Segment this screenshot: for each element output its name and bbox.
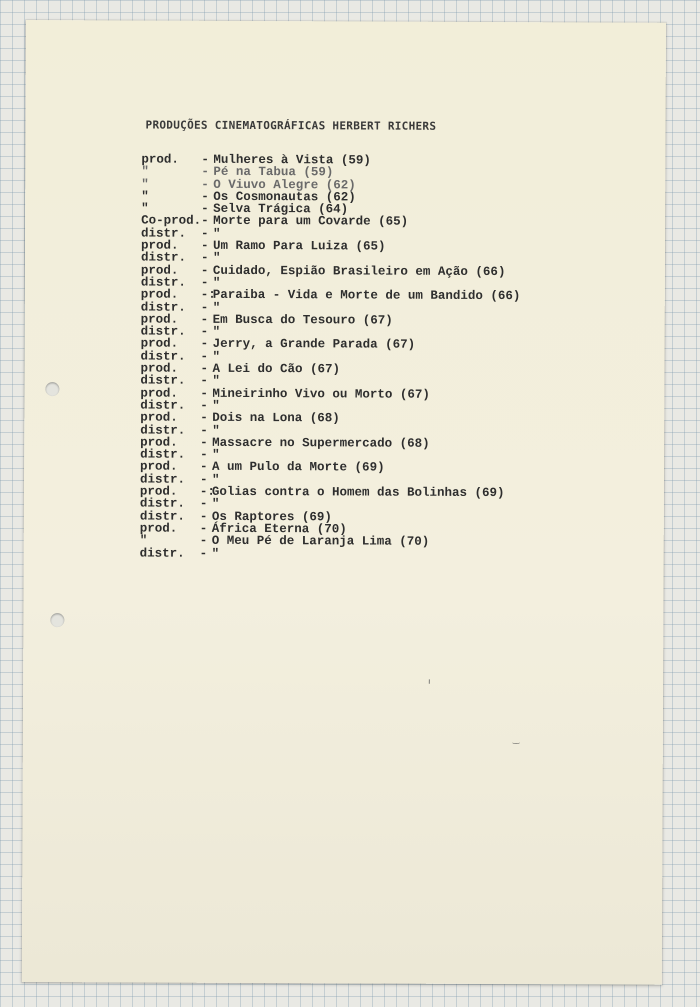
credit-type-label: " bbox=[141, 164, 149, 179]
separator-dash: - bbox=[200, 337, 209, 352]
credit-type-label: prod. bbox=[140, 435, 178, 450]
separator-dash: - bbox=[200, 300, 209, 315]
film-title: Mulheres à Vista (59) bbox=[213, 152, 371, 168]
film-title: A Lei do Cão (67) bbox=[212, 361, 341, 377]
paper-speck: ı bbox=[428, 676, 431, 686]
separator-dash: - bbox=[200, 361, 209, 376]
separator-dash: - bbox=[200, 374, 208, 389]
separator-dash: - bbox=[200, 447, 208, 462]
credit-type-label: " bbox=[139, 533, 148, 548]
punch-hole bbox=[50, 613, 64, 627]
film-title: " bbox=[212, 324, 221, 340]
film-title: Em Busca do Tesouro (67) bbox=[212, 312, 393, 328]
credit-type-label: prod. bbox=[140, 312, 179, 327]
credit-type-label: distr. bbox=[139, 546, 185, 561]
separator-dash: - bbox=[200, 410, 208, 426]
credit-type-label: distr. bbox=[140, 423, 186, 438]
credit-type-label: distr. bbox=[140, 300, 186, 315]
film-title: África Eterna (70) bbox=[211, 521, 347, 537]
credit-type-label: distr. bbox=[141, 226, 187, 241]
separator-dash: - bbox=[201, 214, 209, 229]
film-title: Os Cosmonautas (62) bbox=[213, 189, 356, 205]
list-item bbox=[140, 547, 520, 561]
credit-type-label: prod. bbox=[140, 361, 179, 376]
separator-dash: - bbox=[199, 472, 208, 487]
film-title: " bbox=[212, 423, 220, 438]
film-title: " bbox=[212, 447, 220, 462]
page-title: PRODUÇÕES CINEMATOGRÁFICAS HERBERT RICHERS bbox=[145, 118, 437, 133]
separator-dash: - bbox=[201, 177, 209, 192]
credit-type-label: prod. bbox=[140, 238, 179, 253]
film-title: A um Pulo da Morte (69) bbox=[212, 460, 385, 475]
separator-dash: - bbox=[199, 521, 208, 536]
separator-dash: - bbox=[200, 312, 209, 327]
credit-type-label: distr. bbox=[140, 250, 187, 266]
film-title: Os Raptores (69) bbox=[211, 509, 332, 524]
film-title: " bbox=[212, 398, 220, 413]
credit-type-label: Co-prod. bbox=[141, 213, 202, 229]
credit-type-label: prod. bbox=[140, 336, 179, 352]
separator-dash: - bbox=[199, 497, 208, 512]
film-title: Pé na Tabua (59) bbox=[213, 165, 334, 180]
film-title: " bbox=[212, 300, 221, 315]
separator-dash: - bbox=[200, 349, 209, 364]
film-title: " bbox=[212, 275, 221, 290]
credit-type-label: distr. bbox=[140, 275, 186, 290]
typed-page bbox=[22, 20, 666, 985]
film-title: " bbox=[213, 226, 221, 241]
credit-type-label: distr. bbox=[140, 349, 186, 364]
credit-type-label: prod. bbox=[140, 263, 179, 278]
credit-type-label: distr. bbox=[140, 324, 186, 339]
film-title: " bbox=[212, 349, 221, 364]
film-title: Paraiba - Vida e Morte de um Bandido (66) bbox=[212, 288, 521, 304]
paper-speck: ‿ bbox=[512, 735, 520, 745]
credit-type-label: distr. bbox=[139, 509, 185, 524]
credit-type-label: prod. bbox=[139, 484, 178, 499]
film-title: Mineirinho Vivo ou Morto (67) bbox=[212, 386, 430, 402]
separator-dash: - bbox=[200, 435, 208, 450]
film-title: Massacre no Supermercado (68) bbox=[212, 435, 430, 451]
credit-type-label: distr. bbox=[140, 398, 186, 413]
separator-dash: - bbox=[200, 386, 208, 401]
separator-dash: - bbox=[200, 460, 208, 475]
separator-dash: - bbox=[200, 423, 208, 438]
separator-dash: - bbox=[199, 533, 208, 548]
film-title: Um Ramo Para Luiza (65) bbox=[212, 238, 386, 254]
film-title: " bbox=[212, 374, 220, 389]
credit-type-label: prod. bbox=[139, 521, 178, 536]
film-title: Cuidado, Espião Brasileiro em Ação (66) bbox=[212, 263, 506, 279]
punch-hole bbox=[45, 382, 59, 396]
separator-dash: - bbox=[200, 324, 209, 339]
separator-dash: - bbox=[200, 275, 209, 290]
separator-dash: - bbox=[201, 226, 209, 241]
film-title: " bbox=[211, 546, 220, 561]
credit-type-label: prod. bbox=[141, 152, 179, 167]
separator-dash: -: bbox=[200, 288, 216, 303]
credit-type-label: prod. bbox=[140, 410, 178, 425]
credit-type-label: distr. bbox=[140, 447, 186, 462]
separator-dash: - bbox=[200, 398, 208, 413]
film-title: Dois na Lona (68) bbox=[212, 411, 340, 426]
separator-dash: - bbox=[201, 201, 209, 216]
filmography-list bbox=[140, 154, 521, 561]
film-title: O Viuvo Alegre (62) bbox=[213, 177, 356, 193]
credit-type-label: prod. bbox=[140, 287, 179, 302]
separator-dash: - bbox=[201, 152, 209, 167]
film-title: Selva Trágica (64) bbox=[213, 202, 349, 217]
film-title: Golias contra o Homem das Bolinhas (69) bbox=[211, 484, 505, 501]
separator-dash: - bbox=[199, 546, 208, 561]
film-title: " bbox=[211, 472, 220, 487]
separator-dash: - bbox=[200, 251, 209, 266]
separator-dash: - bbox=[200, 263, 209, 278]
credit-type-label: distr. bbox=[139, 472, 186, 487]
separator-dash: - bbox=[201, 165, 209, 180]
credit-type-label: " bbox=[141, 201, 149, 216]
credit-type-label: " bbox=[141, 177, 149, 192]
credit-type-label: distr. bbox=[139, 496, 185, 512]
separator-dash: - bbox=[199, 509, 208, 524]
film-title: Jerry, a Grande Parada (67) bbox=[212, 337, 416, 353]
credit-type-label: prod. bbox=[140, 459, 178, 475]
film-title: O Meu Pé de Laranja Lima (70) bbox=[211, 534, 430, 549]
film-title: Morte para um Covarde (65) bbox=[213, 214, 409, 230]
separator-dash: - bbox=[200, 238, 209, 253]
credit-type-label: distr. bbox=[140, 373, 186, 389]
film-title: " bbox=[212, 251, 221, 266]
separator-dash: - bbox=[201, 189, 209, 204]
separator-dash: -: bbox=[199, 484, 215, 499]
credit-type-label: prod. bbox=[140, 386, 178, 401]
credit-type-label: " bbox=[141, 189, 149, 204]
film-title: " bbox=[211, 497, 220, 512]
